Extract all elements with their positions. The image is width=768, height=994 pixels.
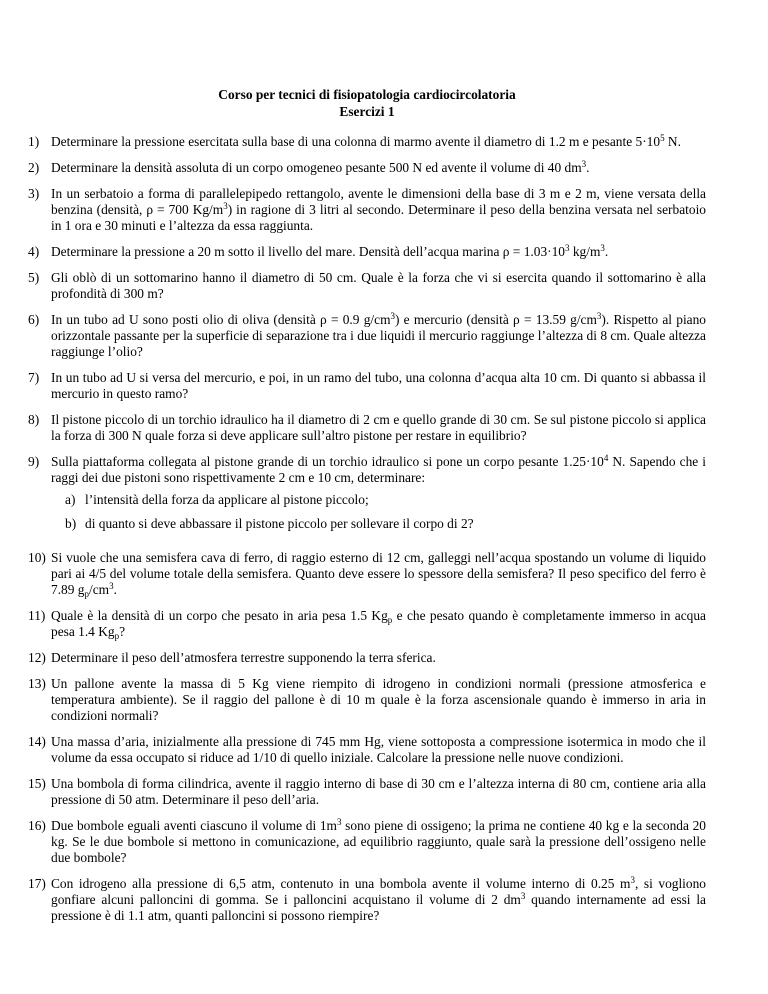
exercise-text [51, 160, 706, 176]
exercise-statement: Con idrogeno alla pressione di 6,5 atm, contenuto in una bombola avente il volume interno di 0.25 $m^3$, si vogliono gonfiare alcuni palloncini di gomma. Se i palloncini acquistano il volume di 2 $dm^3$ quando internamente ad essi la pressione è di 1.1 atm, quanti palloncini si possono riempire? [51, 875, 706, 923]
exercise-number: 14) [28, 734, 46, 749]
exercise-number: 6) [28, 312, 40, 327]
exercise-text [51, 186, 706, 234]
exercise-statement: Due bombole eguali aventi ciascuno il volume di $1m^3$ sono piene di ossigeno; la prima ne contiene 40 kg e la seconda 20 kg. Se le due bombole si mettono in comunicazione, ad equilibrio raggiunto, quale sarà la pressione dell’ossigeno nelle due bombole? [51, 817, 707, 865]
exercise-item [28, 134, 706, 150]
exercise-number: 4) [28, 244, 40, 259]
exercise-text [51, 608, 706, 640]
exercise-statement: Si vuole che una semisfera cava di ferro, di raggio esterno di 12 cm, galleggi nell’acqua spostando un volume di liquido pari ai 4/5 del volume totale della semisfera. Quanto deve essere lo spessore della semisfera? Il peso specifico del ferro è 7.89 $g_p/cm^3$. [51, 550, 706, 599]
exercise-item [28, 608, 706, 640]
exercise-statement: Una bombola di forma cilindrica, avente il raggio interno di base di 30 cm e l’altezza interna di 80 cm, contiene aria alla pressione di 50 atm. Determinare il peso dell’aria. [51, 776, 706, 807]
exercise-text [51, 776, 706, 808]
exercise-item [28, 244, 706, 260]
exercise-number: 16) [28, 818, 46, 833]
exercise-statement: Una massa d’aria, inizialmente alla pressione di 745 mm Hg, viene sottoposta a compressione isotermica in modo che il volume da essa occupato si riduce ad 1/10 di quello iniziale. Calcolare la pressione nelle nuove condizioni. [51, 734, 706, 765]
exercise-text [51, 876, 706, 924]
exercise-item [28, 650, 706, 666]
exercise-text [51, 676, 706, 724]
exercise-statement: Determinare la densità assoluta di un corpo omogeneo pesante 500 N ed avente il volume di 40 $dm^3$. [51, 159, 590, 175]
exercise-item [28, 370, 706, 402]
exercise-item [28, 676, 706, 724]
exercise-statement: In un serbatoio a forma di parallelepipedo rettangolo, avente le dimensioni della base di 3 m e 2 m, viene versata della benzina (densità, ρ = 700 $Kg/m^3$) in ragione di 3 litri al secondo. Determinare il peso della benzina versata nel serbatoio in 1 ora e 30 minuti e l’altezza da essa raggiunta. [51, 186, 706, 233]
sub-question-text: di quanto si deve abbassare il pistone piccolo per sollevare il corpo di 2? [85, 516, 474, 531]
exercise-number: 2) [28, 160, 40, 175]
exercise-number: 8) [28, 412, 40, 427]
exercise-statement: Determinare la pressione esercitata sulla base di una colonna di marmo avente il diametro di 1.2 m e pesante $5\cdot 10^5$ N. [51, 133, 681, 149]
exercise-item [28, 776, 706, 808]
exercise-text [51, 734, 706, 766]
exercise-item [28, 160, 706, 176]
exercise-item [28, 550, 706, 598]
sub-question-letter: b) [65, 516, 77, 531]
exercise-number: 11) [28, 608, 46, 623]
exercise-statement: Un pallone avente la massa di 5 Kg viene riempito di idrogeno in condizioni normali (pressione atmosferica e temperatura ambiente). Se il raggio del pallone è di 10 m quale è la forza ascensionale quando è immerso in aria in condizioni normali? [51, 676, 706, 723]
exercise-text [51, 244, 706, 260]
exercise-item [28, 186, 706, 234]
exercise-statement: Il pistone piccolo di un torchio idraulico ha il diametro di 2 cm e quello grande di 30 cm. Se sul pistone piccolo si applica la forza di 300 N quale forza si deve applicare sull’altro pistone per restare in equilibrio? [51, 412, 706, 443]
exercise-item [28, 312, 706, 360]
exercise-text [51, 818, 706, 866]
exercise-number: 1) [28, 134, 40, 149]
exercise-statement: In un tubo ad U si versa del mercurio, e poi, in un ramo del tubo, una colonna d’acqua alta 10 cm. Di quanto si abbassa il mercurio in questo ramo? [51, 370, 706, 401]
exercise-text [51, 134, 706, 150]
exercise-text [51, 370, 706, 402]
exercise-item [28, 818, 706, 866]
exercise-item [28, 270, 706, 302]
exercise-number: 10) [28, 550, 46, 565]
document-title [28, 86, 706, 120]
exercise-text [51, 270, 706, 302]
exercise-number: 9) [28, 454, 40, 469]
exercise-number: 13) [28, 676, 46, 691]
sub-question [65, 492, 706, 508]
exercise-text [51, 550, 706, 598]
exercise-item [28, 876, 706, 924]
exercise-number: 12) [28, 650, 46, 665]
sub-question-list [51, 492, 706, 532]
exercise-number: 17) [28, 876, 46, 891]
exercise-text [51, 650, 706, 666]
exercise-text [51, 454, 706, 540]
sub-question-text: l’intensità della forza da applicare al pistone piccolo; [85, 492, 369, 507]
sub-question [65, 516, 706, 532]
exercise-item [28, 734, 706, 766]
sub-question-letter: a) [65, 492, 76, 507]
exercise-set-title: Esercizi 1 [339, 104, 395, 119]
exercise-text [51, 312, 706, 360]
exercise-number: 7) [28, 370, 40, 385]
exercise-statement: In un tubo ad U sono posti olio di oliva (densità ρ = 0.9 $g/cm^3$) e mercurio (densità ρ = 13.59 $g/cm^3$). Rispetto al piano orizzontale passante per la superficie di separazione tra i due liquidi il mercurio raggiunge l’altezza di 8 cm. Quale altezza raggiunge l’olio? [51, 311, 706, 359]
exercise-number: 5) [28, 270, 40, 285]
exercise-statement: Gli oblò di un sottomarino hanno il diametro di 50 cm. Quale è la forza che vi si esercita quando il sottomarino è alla profondità di 300 m? [51, 270, 706, 301]
exercise-item [28, 412, 706, 444]
exercise-list [28, 134, 706, 924]
exercise-number: 15) [28, 776, 46, 791]
exercise-statement: Determinare la pressione a 20 m sotto il livello del mare. Densità dell’acqua marina $\rho = 1.03\cdot 10^3$ $kg/m^3$. [51, 243, 609, 259]
exercise-text [51, 412, 706, 444]
exercise-statement: Sulla piattaforma collegata al pistone grande di un torchio idraulico si pone un corpo pesante $1.25\cdot 10^4$ N. Sapendo che i raggi dei due pistoni sono rispettivamente 2 cm e 10 cm, determinare: [51, 453, 706, 485]
exercise-statement: Quale è la densità di un corpo che pesato in aria pesa 1.5 $Kg_p$ e che pesato quando è completamente immerso in acqua pesa 1.4 $Kg_p$? [51, 608, 706, 641]
exercise-number: 3) [28, 186, 40, 201]
exercise-statement: Determinare il peso dell’atmosfera terrestre supponendo la terra sferica. [51, 650, 436, 665]
exercise-item [28, 454, 706, 540]
course-title: Corso per tecnici di fisiopatologia cardiocircolatoria [218, 87, 516, 102]
